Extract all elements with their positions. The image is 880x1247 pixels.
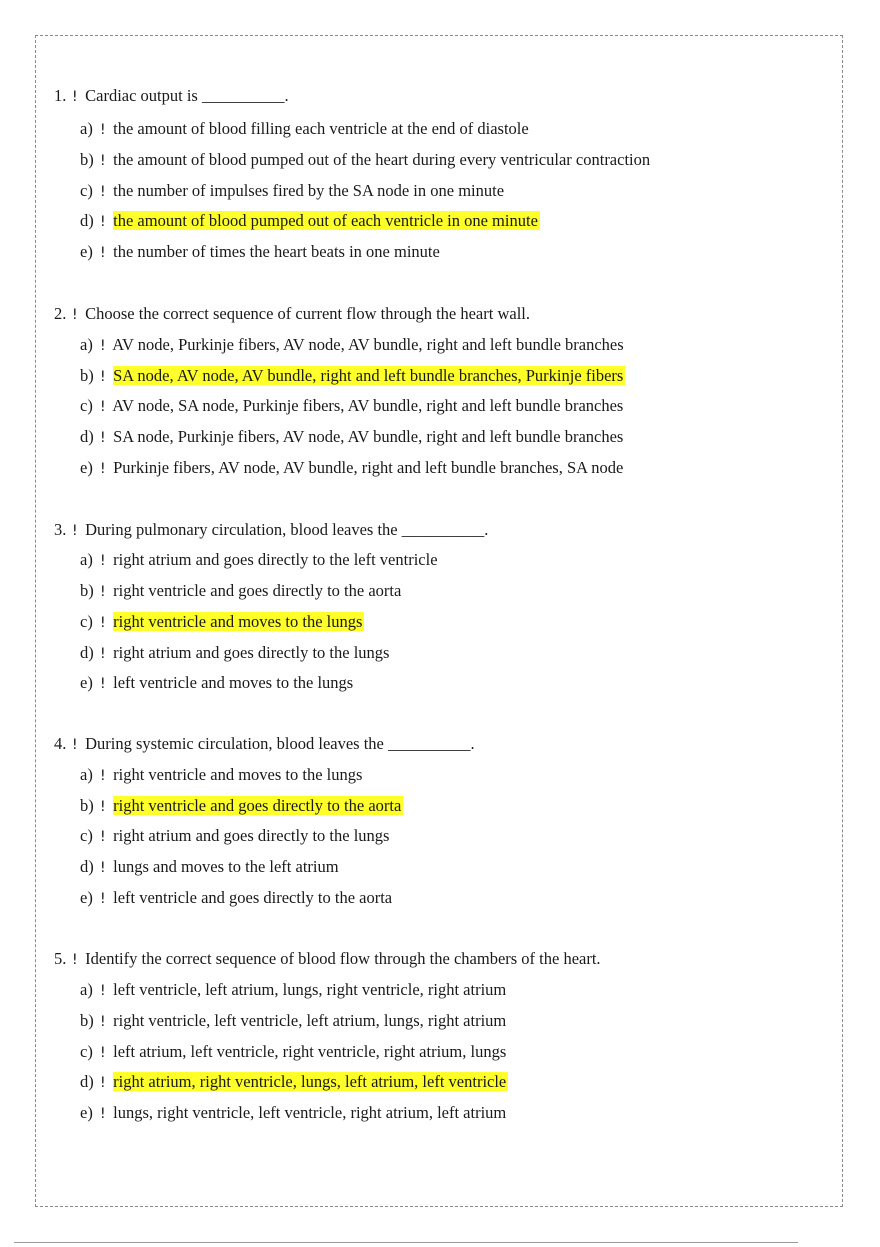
option-letter: e) xyxy=(80,458,93,477)
option-letter: c) xyxy=(80,612,93,631)
option-text: right atrium and goes directly to the left ventricle xyxy=(113,550,438,569)
option-a xyxy=(80,118,529,140)
marker: ! xyxy=(72,523,78,539)
marker: ! xyxy=(100,584,106,600)
marker: ! xyxy=(100,799,106,815)
option-e xyxy=(80,457,623,479)
marker: ! xyxy=(100,1014,106,1030)
marker: ! xyxy=(100,615,106,631)
question-text: Cardiac output is __________. xyxy=(85,86,289,105)
option-text: the amount of blood filling each ventricle at the end of diastole xyxy=(113,119,529,138)
marker: ! xyxy=(100,184,106,200)
option-letter: a) xyxy=(80,980,93,999)
option-letter: b) xyxy=(80,366,94,385)
option-text: right atrium and goes directly to the lungs xyxy=(113,826,390,845)
option-text: right atrium and goes directly to the lungs xyxy=(113,643,390,662)
option-text: lungs, right ventricle, left ventricle, right atrium, left atrium xyxy=(113,1103,507,1122)
marker: ! xyxy=(72,952,78,968)
option-text: right ventricle and moves to the lungs xyxy=(113,765,363,784)
question-number: 2. xyxy=(54,304,67,323)
option-letter: d) xyxy=(80,427,94,446)
option-text: the amount of blood pumped out of the heart during every ventricular contraction xyxy=(113,150,651,169)
option-d xyxy=(80,642,389,664)
option-letter: b) xyxy=(80,1011,94,1030)
option-text: the number of times the heart beats in one minute xyxy=(113,242,440,261)
option-a xyxy=(80,979,506,1001)
question-text: During systemic circulation, blood leaves the __________. xyxy=(85,734,475,753)
question-text: During pulmonary circulation, blood leaves the __________. xyxy=(85,520,489,539)
option-d xyxy=(80,856,339,878)
option-text-highlighted: right ventricle and moves to the lungs xyxy=(113,612,363,631)
marker: ! xyxy=(100,338,106,354)
option-letter: d) xyxy=(80,1072,94,1091)
marker: ! xyxy=(100,245,106,261)
question-stem xyxy=(54,519,488,541)
option-letter: d) xyxy=(80,643,94,662)
option-d xyxy=(80,1071,508,1093)
question-stem xyxy=(54,948,601,970)
marker: ! xyxy=(100,461,106,477)
option-b xyxy=(80,149,650,171)
option-text: left ventricle and goes directly to the aorta xyxy=(113,888,393,907)
marker: ! xyxy=(100,1045,106,1061)
option-letter: e) xyxy=(80,888,93,907)
marker: ! xyxy=(100,983,106,999)
option-text: right ventricle and goes directly to the aorta xyxy=(113,581,402,600)
option-letter: a) xyxy=(80,335,93,354)
option-letter: a) xyxy=(80,550,93,569)
option-text-highlighted: the amount of blood pumped out of each ventricle in one minute xyxy=(113,211,538,230)
option-a xyxy=(80,334,624,356)
option-letter: b) xyxy=(80,581,94,600)
option-text-highlighted: SA node, AV node, AV bundle, right and left bundle branches, Purkinje fibers xyxy=(113,366,624,385)
question-stem xyxy=(54,733,475,755)
marker: ! xyxy=(100,676,106,692)
option-text: left ventricle, left atrium, lungs, right ventricle, right atrium xyxy=(113,980,507,999)
option-text-highlighted: right ventricle and goes directly to the aorta xyxy=(113,796,402,815)
marker: ! xyxy=(100,860,106,876)
option-b xyxy=(80,365,625,387)
marker: ! xyxy=(100,829,106,845)
marker: ! xyxy=(100,768,106,784)
option-text: SA node, Purkinje fibers, AV node, AV bundle, right and left bundle branches xyxy=(113,427,624,446)
marker: ! xyxy=(100,1075,106,1091)
option-e xyxy=(80,887,392,909)
option-letter: a) xyxy=(80,119,93,138)
option-c xyxy=(80,180,504,202)
question-text: Identify the correct sequence of blood flow through the chambers of the heart. xyxy=(85,949,601,968)
marker: ! xyxy=(100,646,106,662)
question-number: 3. xyxy=(54,520,67,539)
option-a xyxy=(80,764,362,786)
option-text: left ventricle and moves to the lungs xyxy=(113,673,354,692)
option-c xyxy=(80,611,364,633)
question-stem xyxy=(54,303,530,325)
marker: ! xyxy=(100,369,106,385)
option-letter: c) xyxy=(80,826,93,845)
option-letter: a) xyxy=(80,765,93,784)
option-d xyxy=(80,426,623,448)
option-e xyxy=(80,1102,506,1124)
option-text: the number of impulses fired by the SA node in one minute xyxy=(113,181,505,200)
marker: ! xyxy=(100,214,106,230)
option-e xyxy=(80,241,440,263)
question-number: 4. xyxy=(54,734,67,753)
option-letter: c) xyxy=(80,181,93,200)
option-letter: e) xyxy=(80,242,93,261)
marker: ! xyxy=(72,89,78,105)
marker: ! xyxy=(100,399,106,415)
option-text: lungs and moves to the left atrium xyxy=(113,857,339,876)
option-letter: b) xyxy=(80,796,94,815)
marker: ! xyxy=(100,153,106,169)
option-text: AV node, Purkinje fibers, AV node, AV bundle, right and left bundle branches xyxy=(112,335,624,354)
option-text: left atrium, left ventricle, right ventricle, right atrium, lungs xyxy=(113,1042,507,1061)
option-letter: e) xyxy=(80,1103,93,1122)
option-letter: d) xyxy=(80,211,94,230)
option-b xyxy=(80,1010,506,1032)
option-letter: b) xyxy=(80,150,94,169)
marker: ! xyxy=(72,307,78,323)
option-b xyxy=(80,795,403,817)
question-number: 5. xyxy=(54,949,67,968)
option-text-highlighted: right atrium, right ventricle, lungs, left atrium, left ventricle xyxy=(113,1072,507,1091)
option-letter: e) xyxy=(80,673,93,692)
option-b xyxy=(80,580,401,602)
marker: ! xyxy=(100,430,106,446)
bottom-divider xyxy=(14,1242,798,1243)
marker: ! xyxy=(100,1106,106,1122)
option-text: Purkinje fibers, AV node, AV bundle, right and left bundle branches, SA node xyxy=(113,458,624,477)
option-c xyxy=(80,825,389,847)
marker: ! xyxy=(100,122,106,138)
option-letter: c) xyxy=(80,396,93,415)
marker: ! xyxy=(100,891,106,907)
option-text: right ventricle, left ventricle, left atrium, lungs, right atrium xyxy=(113,1011,507,1030)
option-text: AV node, SA node, Purkinje fibers, AV bundle, right and left bundle branches xyxy=(112,396,624,415)
marker: ! xyxy=(100,553,106,569)
question-stem xyxy=(54,85,289,107)
question-text: Choose the correct sequence of current flow through the heart wall. xyxy=(85,304,530,323)
option-e xyxy=(80,672,353,694)
marker: ! xyxy=(72,737,78,753)
option-c xyxy=(80,395,623,417)
option-letter: d) xyxy=(80,857,94,876)
option-c xyxy=(80,1041,506,1063)
option-a xyxy=(80,549,438,571)
option-letter: c) xyxy=(80,1042,93,1061)
option-d xyxy=(80,210,540,232)
question-number: 1. xyxy=(54,86,67,105)
